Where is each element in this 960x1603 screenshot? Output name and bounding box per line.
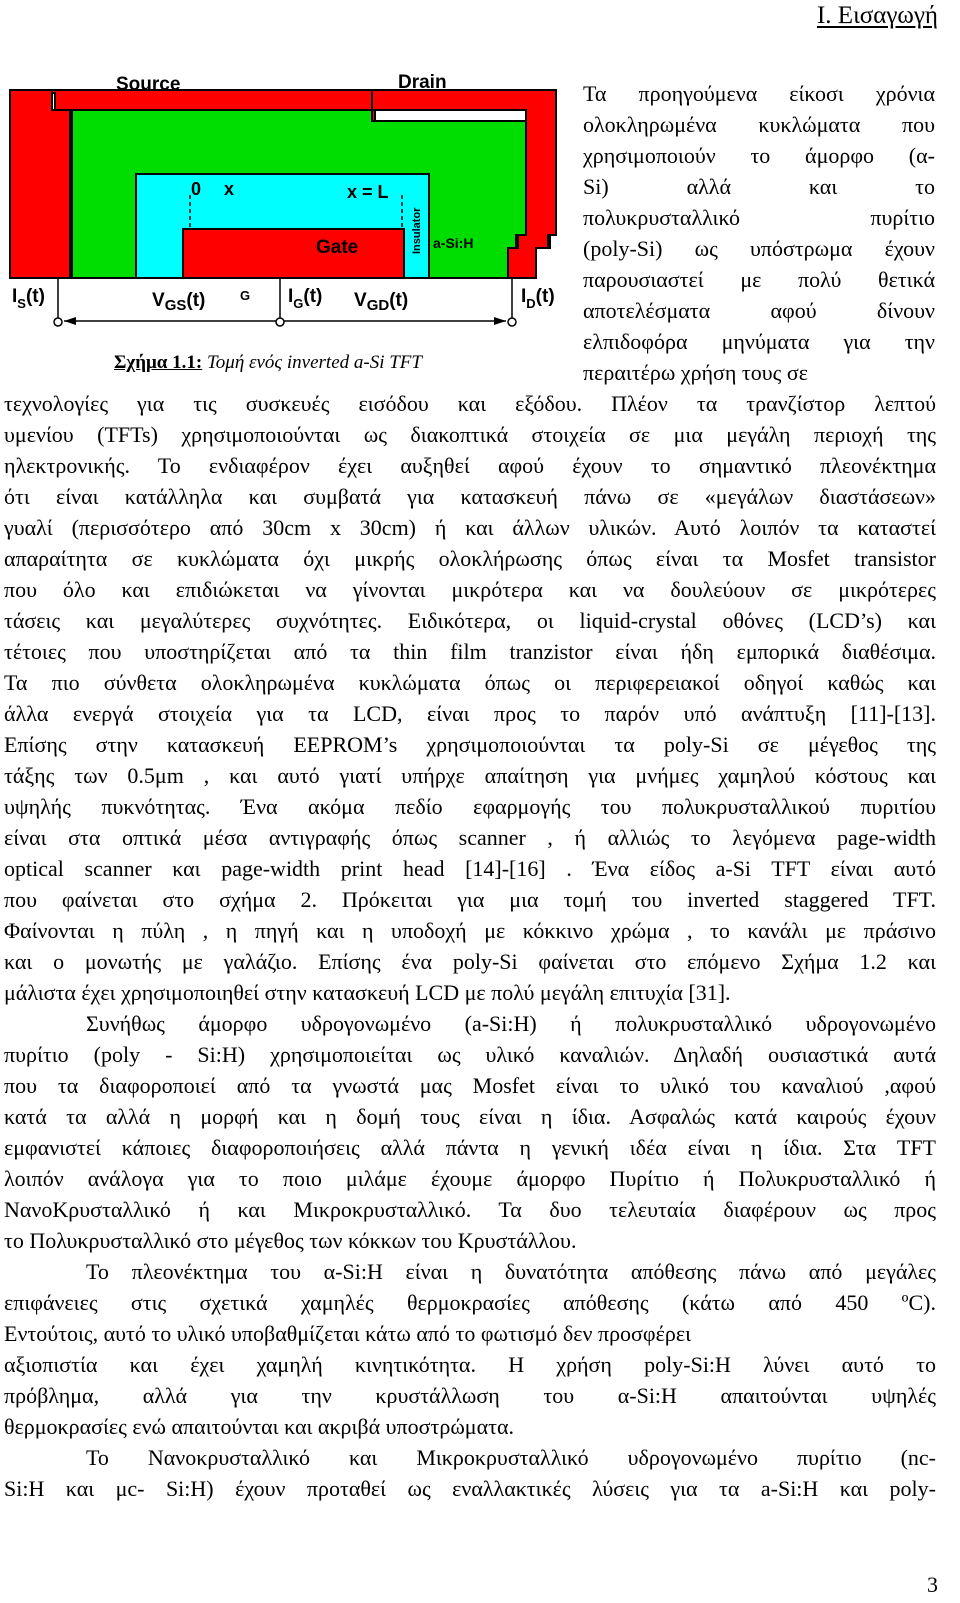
chapter-header: I. Εισαγωγή bbox=[816, 2, 938, 29]
text-line: αξιοπιστία και έχει χαμηλή κινητικότητα. Η χρήση poly-Si:H λύνει αυτό το bbox=[4, 1352, 936, 1377]
g-small-label: G bbox=[240, 288, 251, 303]
figure-caption bbox=[114, 352, 422, 374]
figure-caption-text: Τομή ενός inverted a-Si TFT bbox=[202, 352, 422, 373]
tft-cross-section-figure bbox=[0, 62, 576, 392]
text-line: ελπιδοφόρα μηνύματα για την bbox=[583, 329, 935, 354]
gate-label: Gate bbox=[316, 237, 359, 258]
insulator-label: Insulator bbox=[411, 207, 423, 254]
x-equals-l-label: x = L bbox=[347, 182, 389, 202]
text-line: ότι είναι κατάλληλα και συμβατά για κατασκευή πάνω σε «μεγάλων διαστάσεων» bbox=[4, 484, 936, 509]
text-line: κατά τα αλλά η μορφή και η δομή τους είναι η ίδια. Ασφαλώς κατά καιρούς έχουν bbox=[4, 1104, 936, 1129]
text-line: μάλιστα έχει χρησιμοποιηθεί στην κατασκευή LCD με πολύ μεγάλη επιτυχία [31]. bbox=[4, 980, 731, 1005]
text-line: λοιπόν ανάλογα για το ποιο μιλάμε έχουμε άμορφο Πυρίτιο ή Πολυκρυσταλλικό ή bbox=[4, 1166, 936, 1191]
text-line: ηλεκτρονικής. Το ενδιαφέρον έχει αυξηθεί αφού έχουν το σημαντικό πλεονέκτημα bbox=[4, 453, 936, 478]
drain-terminal bbox=[508, 318, 516, 326]
text-line: που τα διαφοροποιεί από τα γνωστά μας Mosfet είναι το υλικό του καναλιού ,αφού bbox=[4, 1073, 936, 1098]
text-line: τέτοιες που υποστηρίζεται από τα thin film tranzistor είναι ήδη εμπορικά διαθέσιμα. bbox=[4, 639, 936, 664]
text-line: Τα πιο σύνθετα ολοκληρωμένα κυκλώματα όπως οι περιφερειακοί οδηγοί καθώς και bbox=[4, 670, 936, 695]
text-line: και ο μονωτής με γαλάζιο. Επίσης ένα poly-Si φαίνεται στο επόμενο Σχήμα 1.2 και bbox=[4, 949, 936, 974]
text-line: είναι στα οπτικά μέσα αντιγραφής όπως scanner , ή αλλιώς το λεγόμενα page-width bbox=[4, 825, 936, 850]
source-electrode bbox=[10, 90, 70, 278]
text-line: υψηλής πυκνότητας. Ένα ακόμα πεδίο εφαρμογής του πολυκρυσταλλικού πυριτίου bbox=[4, 794, 936, 819]
text-line: επιφάνειες στις σχετικά χαμηλές θερμοκρασίες απόθεσης (κάτω από 450 ºC). bbox=[4, 1290, 936, 1315]
vgd-label: $V_{GD}(t)$ bbox=[354, 290, 409, 314]
text-line: θερμοκρασίες ενώ απαιτούνται και ακριβά υποστρώματα. bbox=[4, 1414, 514, 1439]
text-line: απαραίτητα σε κυκλώματα όχι μικρής ολοκλήρωσης όπως είναι τα Mosfet transistor bbox=[4, 546, 936, 571]
text-line: ολοκληρωμένα κυκλώματα που bbox=[583, 112, 935, 137]
text-line: optical scanner και page-width print head [14]-[16] . Ένα είδος a-Si TFT είναι αυτό bbox=[4, 856, 936, 881]
source-terminal bbox=[54, 318, 62, 326]
drain-label: Drain bbox=[398, 72, 447, 93]
text-line: τεχνολογίες για τις συσκευές εισόδου και εξόδου. Πλέον τα τρανζίστορ λεπτού bbox=[4, 391, 936, 416]
x-axis-label: x bbox=[224, 179, 235, 199]
text-line: Τα προηγούμενα είκοσι χρόνια bbox=[583, 81, 935, 106]
source-label: Source bbox=[116, 74, 181, 95]
text-line: περαιτέρω χρήση τους σε bbox=[583, 360, 808, 385]
x-origin-label: 0 bbox=[191, 179, 202, 199]
text-line: Si) αλλά και το bbox=[583, 174, 935, 199]
text-line: εμφανιστεί κάποιες διαφοροποιήσεις αλλά πάντα η γενική ιδέα είναι η ίδια. Στα TFT bbox=[4, 1135, 936, 1160]
text-line: Si:H και μc- Si:H) έχουν προταθεί ως εναλλακτικές λύσεις για τα a-Si:H και poly- bbox=[4, 1476, 936, 1501]
text-line: Επίσης στην κατασκευή EEPROM’s χρησιμοποιούνται τα poly-Si σε μέγεθος της bbox=[4, 732, 936, 757]
text-line: Εντούτοις, αυτό το υλικό υποβαθμίζεται κάτω από το φωτισμό δεν προσφέρει bbox=[4, 1321, 691, 1346]
page-number: 3 bbox=[927, 1572, 938, 1597]
text-line: πυρίτιο (poly - Si:H) χρησιμοποιείται ως υλικό καναλιών. Δηλαδή ουσιαστικά αυτά bbox=[4, 1042, 936, 1067]
gate-terminal bbox=[276, 318, 284, 326]
text-line: Συνήθως άμορφο υδρογονωμένο (a-Si:H) ή πολυκρυσταλλικό υδρογονωμένο bbox=[86, 1011, 936, 1036]
text-line: Φαίνονται η πύλη , η πηγή και η υποδοχή με κόκκινο χρώμα , το κανάλι με πράσινο bbox=[4, 918, 936, 943]
text-line: παρουσιαστεί με πολύ θετικά bbox=[583, 267, 935, 292]
text-line: τάσεις και μεγαλύτερες συχνότητες. Ειδικότερα, οι liquid-crystal οθόνες (LCD’s) και bbox=[4, 608, 936, 633]
text-line: άλλα ενεργά στοιχεία για τα LCD, είναι προς το παρόν υπό ανάπτυξη [11]-[13]. bbox=[4, 701, 936, 726]
text-line: αποτελέσματα αφού δίνουν bbox=[583, 298, 935, 323]
text-line: πολυκρυσταλλικό πυρίτιο bbox=[583, 205, 935, 230]
text-line: που όλο και επιδιώκεται να γίνονται μικρότερα και να δουλεύουν σε μικρότερες bbox=[4, 577, 936, 602]
text-line: υμενίου (TFTs) χρησιμοποιούνται ως διακοπτικά στοιχεία σε μια μεγάλη περιοχή της bbox=[4, 422, 936, 447]
figure-caption-number: Σχήμα 1.1: bbox=[114, 352, 203, 373]
vgs-label: $V_{GS}(t)$ bbox=[152, 290, 206, 314]
tft-diagram bbox=[0, 62, 576, 392]
ig-label: $I_G(t)$ bbox=[288, 286, 323, 311]
id-label: $I_D(t)$ bbox=[521, 286, 555, 311]
text-line: το Πολυκρυσταλλικό στο μέγεθος των κόκκων του Κρυστάλλου. bbox=[4, 1228, 577, 1253]
text-line: που φαίνεται στο σχήμα 2. Πρόκειται για μια τομή του inverted staggered TFT. bbox=[4, 887, 936, 912]
gate-electrode bbox=[183, 229, 404, 278]
text-line: τάξης των 0.5μm , και αυτό γιατί υπήρχε απαίτηση για μνήμες χαμηλού κόστους και bbox=[4, 763, 936, 788]
text-line: χρησιμοποιούν το άμορφο (α- bbox=[583, 143, 935, 168]
is-label: $I_S(t)$ bbox=[12, 286, 45, 311]
text-line: ΝανοΚρυσταλλικό ή και Μικροκρυσταλλικό. Τα δυο τελευταία διαφέρουν ως προς bbox=[4, 1197, 936, 1222]
asih-label: a-Si:H bbox=[433, 235, 474, 251]
text-line: πρόβλημα, αλλά για την κρυστάλλωση του α-Si:H απαιτούνται υψηλές bbox=[4, 1383, 936, 1408]
text-line: Το Νανοκρυσταλλικό και Μικροκρυσταλλικό υδρογονωμένο πυρίτιο (nc- bbox=[86, 1445, 936, 1470]
text-line: Το πλεονέκτημα του α-Si:H είναι η δυνατότητα απόθεσης πάνω από μεγάλες bbox=[86, 1259, 936, 1284]
text-line: (poly-Si) ως υπόστρωμα έχουν bbox=[583, 236, 935, 261]
text-line: γυαλί (περισσότερο από 30cm x 30cm) ή και άλλων υλικών. Αυτό λοιπόν τα καταστεί bbox=[4, 515, 936, 540]
